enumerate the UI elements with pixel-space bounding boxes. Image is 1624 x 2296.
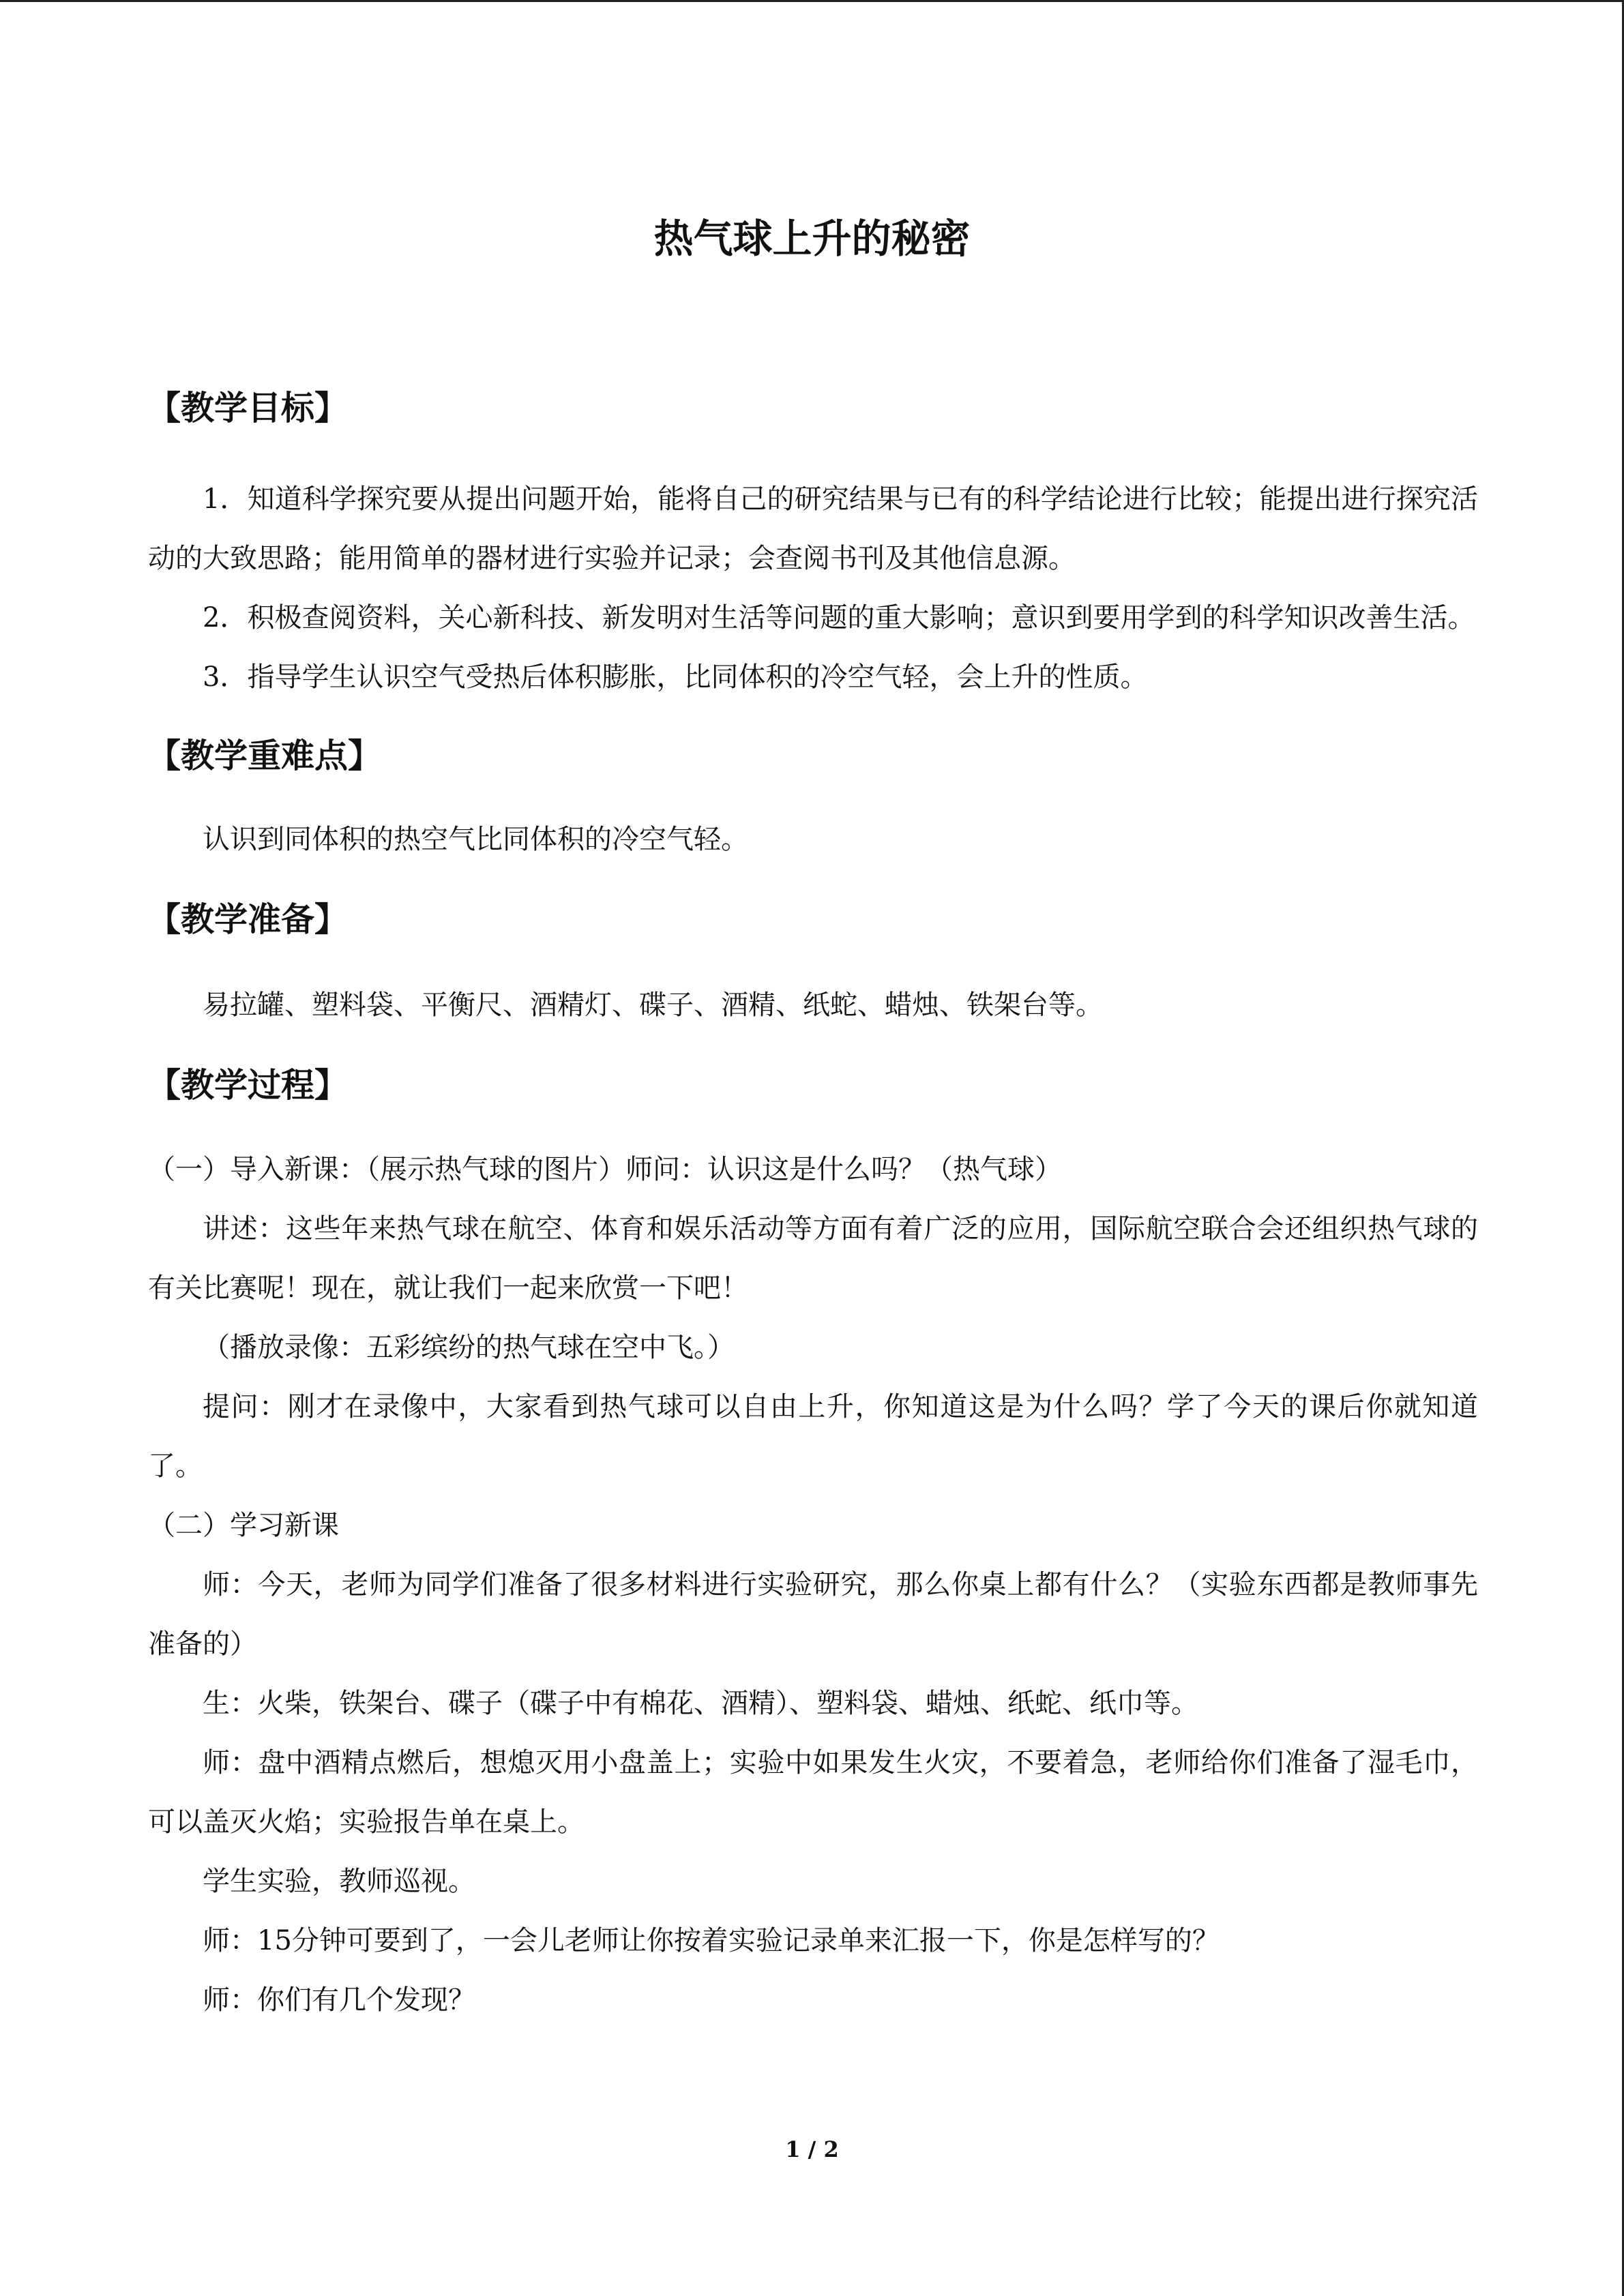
section-heading-process: 【教学过程】 (147, 1066, 349, 1105)
section-heading-key-points: 【教学重难点】 (147, 736, 382, 775)
process-paragraph: 师：15分钟可要到了，一会儿老师让你按着实验记录单来汇报一下，你是怎样写的？ (203, 1925, 1220, 1956)
process-paragraph: 师：今天，老师为同学们准备了很多材料进行实验研究，那么你桌上都有什么？（实验东西都是教师事先准备的） (148, 1569, 1478, 1660)
objective-item: 2．积极查阅资料，关心新科技、新发明对生活等问题的重大影响；意识到要用学到的科学知识改善生活。 (203, 602, 1475, 633)
section-heading-objectives: 【教学目标】 (147, 389, 349, 428)
document-title: 热气球上升的秘密 (653, 215, 971, 262)
process-paragraph: （二）学习新课 (148, 1510, 339, 1541)
process-paragraph: 师：你们有几个发现？ (203, 1984, 475, 2016)
page-number: 1 / 2 (785, 2136, 839, 2162)
page-top-border (0, 0, 1624, 2)
objective-item: 1．知道科学探究要从提出问题开始，能将自己的研究结果与已有的科学结论进行比较；能提出进行探究活动的大致思路；能用简单的器材进行实验并记录；会查阅书刊及其他信息源。 (148, 483, 1478, 574)
section-heading-preparation: 【教学准备】 (147, 900, 349, 939)
process-paragraph: （一）导入新课：（展示热气球的图片）师问：认识这是什么吗？（热气球） (148, 1154, 1062, 1185)
document-body (148, 387, 1478, 2030)
process-paragraph: 讲述：这些年来热气球在航空、体育和娱乐活动等方面有着广泛的应用，国际航空联合会还组织热气球的有关比赛呢！现在，就让我们一起来欣赏一下吧！ (148, 1213, 1478, 1304)
process-paragraph: 提问：刚才在录像中，大家看到热气球可以自由上升，你知道这是为什么吗？学了今天的课后你就知道了。 (148, 1391, 1478, 1482)
process-paragraph: 师：盘中酒精点燃后，想熄灭用小盘盖上；实验中如果发生火灾，不要着急，老师给你们准备了湿毛巾，可以盖灭火焰；实验报告单在桌上。 (148, 1747, 1478, 1838)
process-paragraph: 生：火柴，铁架台、碟子（碟子中有棉花、酒精）、塑料袋、蜡烛、纸蛇、纸巾等。 (203, 1688, 1198, 1719)
key-points-text: 认识到同体积的热空气比同体积的冷空气轻。 (203, 824, 748, 855)
preparation-text: 易拉罐、塑料袋、平衡尺、酒精灯、碟子、酒精、纸蛇、蜡烛、铁架台等。 (203, 989, 1103, 1021)
process-paragraph: （播放录像：五彩缤纷的热气球在空中飞。） (203, 1332, 735, 1363)
objective-item: 3．指导学生认识空气受热后体积膨胀，比同体积的冷空气轻，会上升的性质。 (203, 661, 1148, 693)
process-paragraph: 学生实验，教师巡视。 (203, 1866, 475, 1897)
